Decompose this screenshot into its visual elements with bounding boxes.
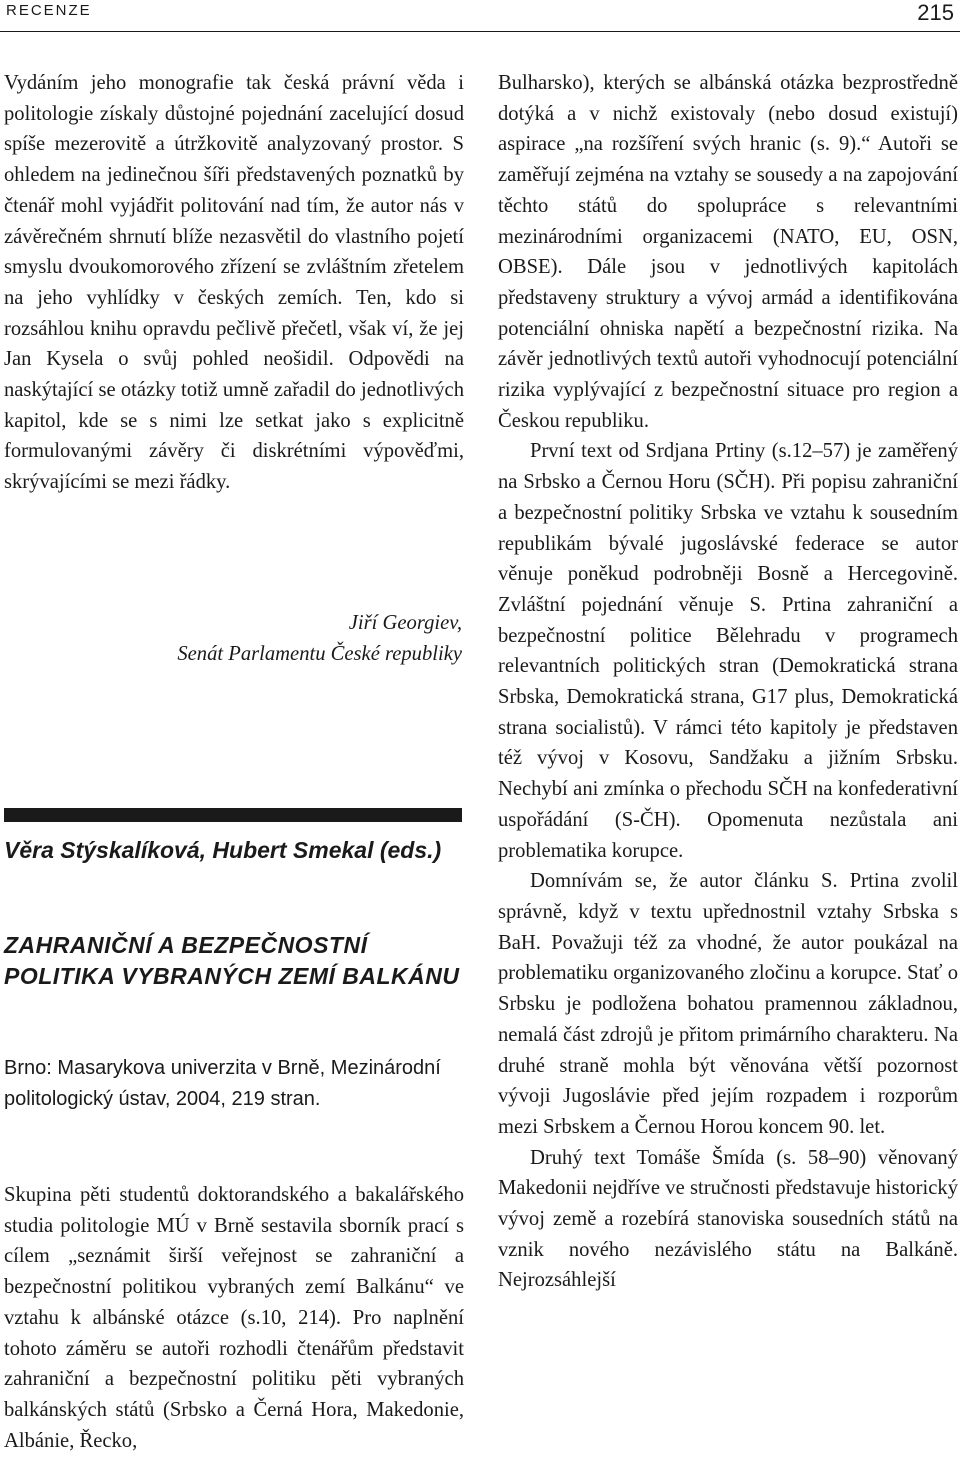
book-title: ZAHRANIČNÍ A BEZPEČNOSTNÍ POLITIKA VYBRANÝCH ZEMÍ BALKÁNU xyxy=(4,932,460,989)
book-publication: Brno: Masarykova univerzita v Brně, Mezinárodní politologický ústav, 2004, 219 stran. xyxy=(4,1057,441,1110)
page-number: 215 xyxy=(917,0,954,25)
page-header xyxy=(0,0,960,26)
signature-affiliation: Senát Parlamentu České republiky xyxy=(177,643,462,665)
section-label: RECENZE xyxy=(6,2,92,19)
left-column-top xyxy=(4,68,464,498)
header-rule xyxy=(0,31,960,32)
right-paragraph-3: Domnívám se, že autor článku S. Prtina zvolil správně, když v textu upřednostnil vztahy Srbska s BaH. Považuji též za vhodné, že autor poukázal na problematiku organizovaného zločinu a korupce. Stať o Srbsku je podložena bohatou pramennou základnou, nemalá část zdrojů je přitom primárního charakteru. Na druhé straně mohla být věnována větší pozornost vývoji Jugoslávie před jejím rozpadem i rozporům mezi Srbskem a Černou Horou koncem 90. let. xyxy=(498,870,958,1138)
right-paragraph-2: První text od Srdjana Prtiny (s.12–57) je zaměřený na Srbsko a Černou Horu (SČH). Při popisu zahraniční a bezpečnostní politiky Srbska ve vztahu k sousedním republikám bývalé jugoslávské federace se autor věnuje poněkud podrobněji Bosně a Hercegovině. Zvláštní pojednání věnuje S. Prtina zahraniční a bezpečnostní politice Bělehradu v programech relevantních politických stran (Demokratická strana Srbska, Demokratická strana, G17 plus, Demokratická strana socialistů). V rámci této kapitoly je představen též vývoj v Kosovu, Sandžaku a jižním Srbsku. Nechybí ani zmínka o přechodu SČH na konfederativní uspořádání (S-ČH). Opomenuta nezůstala ani problematika korupce. xyxy=(498,440,958,862)
right-paragraph-4: Druhý text Tomáše Šmída (s. 58–90) věnovaný Makedonii nejdříve ve stručnosti představuje historický vývoj země a rozebírá stanoviska sousedních států na vznik nového nezávislého státu na Balkáně. Nejrozsáhlejší xyxy=(498,1146,958,1292)
left-column-bottom xyxy=(4,1180,464,1456)
signature-name: Jiří Georgiev, xyxy=(348,612,462,634)
review-opening-paragraph: Skupina pěti studentů doktorandského a bakalářského studia politologie MÚ v Brně sestavila sborník prací s cílem „seznámit širší veřejnost se zahraniční a bezpečnostní politikou vybraných zemí Balkánu“ ve vztahu k albánské otázce (s.10, 214). Pro naplnění tohoto záměru se autoři rozhodli čtenářům představit zahraniční a bezpečnostní politiku pěti vybraných balkánských států (Srbsko a Černá Hora, Makedonie, Albánie, Řecko, xyxy=(4,1184,464,1452)
section-divider-bar xyxy=(4,808,462,822)
book-authors: Věra Stýskalíková, Hubert Smekal (eds.) xyxy=(4,837,442,863)
right-paragraph-1: Bulharsko), kterých se albánská otázka bezprostředně dotýká a v nichž existovaly (nebo dosud existují) aspirace „na rozšíření svých hranic (s. 9).“ Autoři se zaměřují zejména na vztahy se sousedy a na zapojování těchto států do spolupráce s relevantními mezinárodními organizacemi (NATO, EU, OSN, OBSE). Dále jsou v jednotlivých kapitolách představeny struktury a vývoj armád a identifikována potenciální ohniska napětí a bezpečnostní rizika. Na závěr jednotlivých textů autoři vyhodnocují potenciální rizika vyplývající z bezpečnostní situace pro region a Českou republiku. xyxy=(498,72,958,432)
right-column xyxy=(498,68,958,1296)
review-closing-paragraph: Vydáním jeho monografie tak česká právní věda i politologie získaly důstojné pojednání zacelující dosud spíše mezerovitě a útržkovitě analyzovaný prostor. S ohledem na jedinečnou šíři představených poznatků by čtenář mohl vyjádřit politování nad tím, že autor nás v závěrečném shrnutí blíže nezasvětil do vlastního pojetí smyslu dvoukomorového zřízení se zvláštním zřetelem na jeho vyhlídky v českých zemích. Ten, kdo si rozsáhlou knihu opravdu pečlivě přečetl, však ví, že jej Jan Kysela o svůj pohled neošidil. Odpovědi na naskýtající se otázky totiž umně zařadil do jednotlivých kapitol, kde se s nimi lze setkat jako s explicitně formulovanými závěry či diskrétními výpověďmi, skrývajícími se mezi řádky. xyxy=(4,72,464,494)
review-signature xyxy=(4,608,462,670)
